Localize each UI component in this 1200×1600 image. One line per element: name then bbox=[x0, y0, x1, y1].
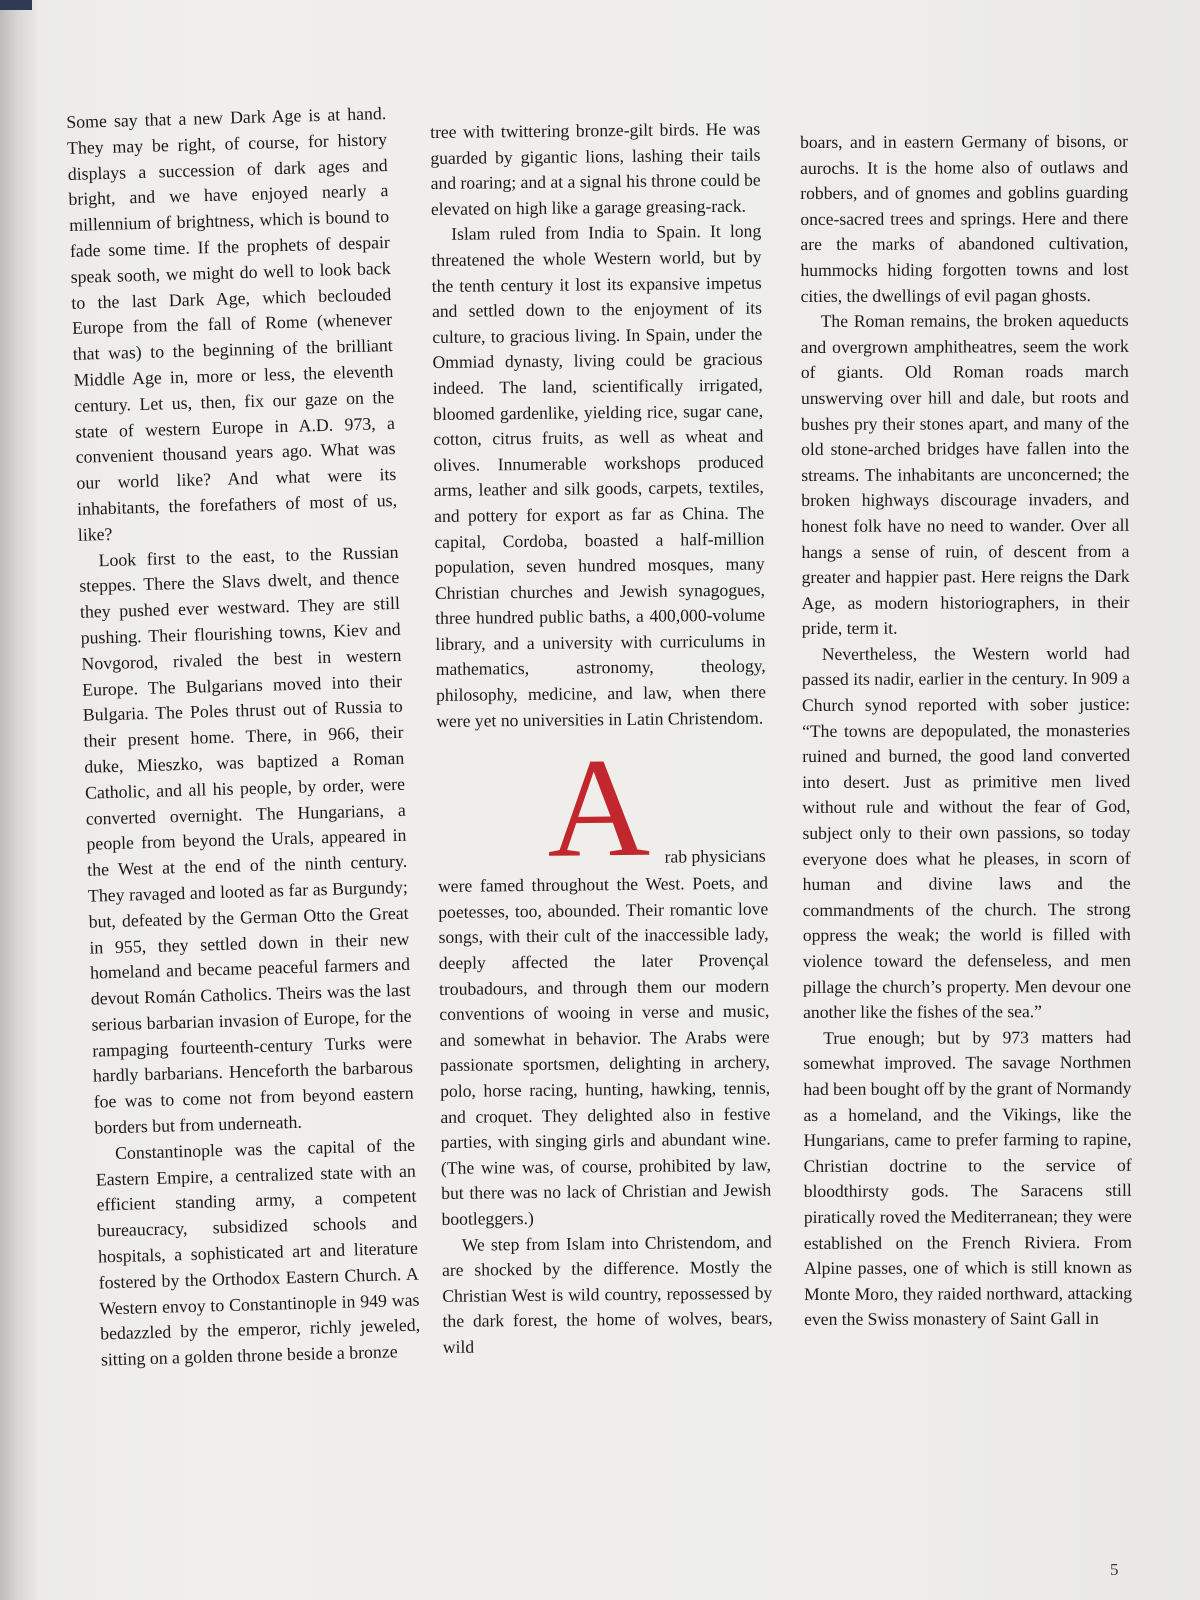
text-column-1 bbox=[66, 101, 421, 1373]
paragraph-arab-physicians: were famed throughout the West. Poets, and poetesses, too, abounded. Their romantic love songs, with their cult of the inaccessible lady, deeply affected the later Provençal troubadours, and through them our modern conventions of wooing in verse and music, and somewhat in behavior. The Arabs were passionate sportsmen, delighting in archery, polo, horse racing, hunting, hawking, tennis, and croquet. They delighted also in festive parties, with singing girls and abundant wine. (The wine was, of course, prohibited by law, but there was no lack of Christian and Jewish bootleggers.) bbox=[437, 872, 772, 1229]
drop-cap-tail-text: rab physicians bbox=[664, 845, 766, 867]
paragraph-constantinople: Constantinople was the capital of the Eastern Empire, a centralized state with an efficient standing army, a competent bureaucracy, subsidized schools and hospitals, a sophisticated art and literature fostered by the Orthodox Eastern Church. A Western envoy to Constantinople in 949 was bedazzled by the emperor, richly jeweled, sitting on a golden throne beside a bronze bbox=[95, 1134, 421, 1370]
paragraph-islam-spain: Islam ruled from India to Spain. It long threatened the whole Western world, but by the tenth century it lost its expansive impetus and settled down to the enjoyment of its culture, to gracious living. In Spain, under the Ommiad dynasty, living could be gracious indeed. The land, scientifically irrigated, bloomed gardenlike, yielding rice, sugar cane, cotton, citrus fruits, as well as wheat and olives. Innumerable workshops produced arms, leather and silk goods, carpets, textiles, and pottery for export as far as China. The capital, Cordoba, boasted a half-million population, seven hundred mosques, many Christian churches and Jewish synagogues, three hundred public baths, a 400,000-volume library, and a university with curriculums in mathematics, astronomy, theology, philosophy, medicine, and law, when there were yet no universities in Latin Christendom. bbox=[431, 220, 767, 731]
paragraph-christendom: We step from Islam into Christendom, and are shocked by the difference. Mostly the Christian West is wild country, repossessed by the dark forest, the home of wolves, bears, wild bbox=[441, 1231, 773, 1357]
text-column-3 bbox=[800, 129, 1132, 1333]
paragraph-russian-steppes: Look first to the east, to the Russian steppes. There the Slavs dwelt, and thence they pushed ever westward. They are still pushing. Their flourishing towns, Kiev and Novgorod, rivaled the best in western Europe. The Bulgarians moved into their Bulgaria. The Poles thrust out of Russia to their present home. There, in 966, their duke, Mieszko, was baptized a Roman Catholic, and all his people, by order, were converted overnight. The Hungarians, a people from beyond the Urals, appeared in the West at the end of the ninth century. They ravaged and looted as far as Burgundy; but, defeated by the German Otto the Great in 955, they settled down in their new homeland and became peaceful farmers and devout Román Catholics. Theirs was the last serious barbarian invasion of Europe, for the rampaging fourteenth-century Turks were hardly barbarians. Henceforth the barbarous foe was to come not from beyond eastern borders but from underneath. bbox=[79, 541, 414, 1138]
paragraph-roman-remains: The Roman remains, the broken aqueducts and overgrown amphitheatres, seem the work of giants. Old Roman roads march unswerving over hill and dale, but roots and bushes pry their stones apart, and many of the old stone-arched bridges have fallen into the streams. The inhabitants are unconcerned; the broken highways discourage invaders, and honest folk have no need to wander. Over all hangs a sense of ruin, of descent from a greater and happier past. Here reigns the Dark Age, as modern historiographers, in their pride, term it. bbox=[800, 310, 1130, 639]
paragraph-dark-age-intro: Some say that a new Dark Age is at hand. They may be right, of course, for history displays a succession of dark ages and bright, and we have enjoyed nearly a millennium of brightness, which is bound to fade some time. If the prophets of despair speak sooth, we might do well to look back to the last Dark Age, which beclouded Europe from the fall of Rome (whenever that was) to the beginning of the brilliant Middle Age in, more or less, the eleventh century. Let us, then, fix our gaze on the state of western Europe in A.D. 973, a convenient thousand years ago. What was our world like? And what were its inhabitants, the forefathers of most of us, like? bbox=[66, 103, 398, 545]
paragraph-bronze-tree: tree with twittering bronze-gilt birds. He was guarded by gigantic lions, lashing their tails and roaring; and at a signal his throne could be elevated on high like a garage greasing-rack. bbox=[430, 118, 761, 219]
text-column-2 bbox=[430, 117, 773, 1361]
binding-strip bbox=[0, 0, 32, 10]
paragraph-church-synod: Nevertheless, the Western world had passed its nadir, earlier in the century. In 909 a Church synod reported with sober justice: “The towns are depopulated, the monasteries ruined and burned, the good land converted into desert. Just as primitive men lived without rule and without the fear of God, subject only to their own passions, so today everyone does what he pleases, in scorn of human and divine laws and the commandments of the church. The strong oppress the weak; the world is filled with violence toward the defenseless, and men pillage the church’s property. Men devour one another like the fishes of the sea.” bbox=[801, 642, 1132, 1023]
drop-cap-letter: A bbox=[546, 727, 651, 888]
page-number: 5 bbox=[1110, 1560, 1119, 1579]
drop-cap-block bbox=[437, 727, 768, 888]
paragraph-northmen: True enough; but by 973 matters had somewhat improved. The savage Northmen had been bought off by the grant of Normandy as a homeland, and the Vikings, like the Hungarians, came to prefer farming to rapine, Christian doctrine to the service of bloodthirsty gods. The Saracens still piratically roved the Mediterranean; they were established on the French Riviera. From Alpine passes, one of which is still known as Monte Moro, they raided northward, attacking even the Swiss monastery of Saint Gall in bbox=[803, 1026, 1133, 1330]
paragraph-wild-country: boars, and in eastern Germany of bisons, or aurochs. It is the home also of outlaws and robbers, and of gnomes and goblins guarding once-sacred trees and springs. Here and there are the marks of abandoned cultivation, hummocks hiding forgotten towns and lost cities, the dwellings of evil pagan ghosts. bbox=[800, 130, 1129, 306]
